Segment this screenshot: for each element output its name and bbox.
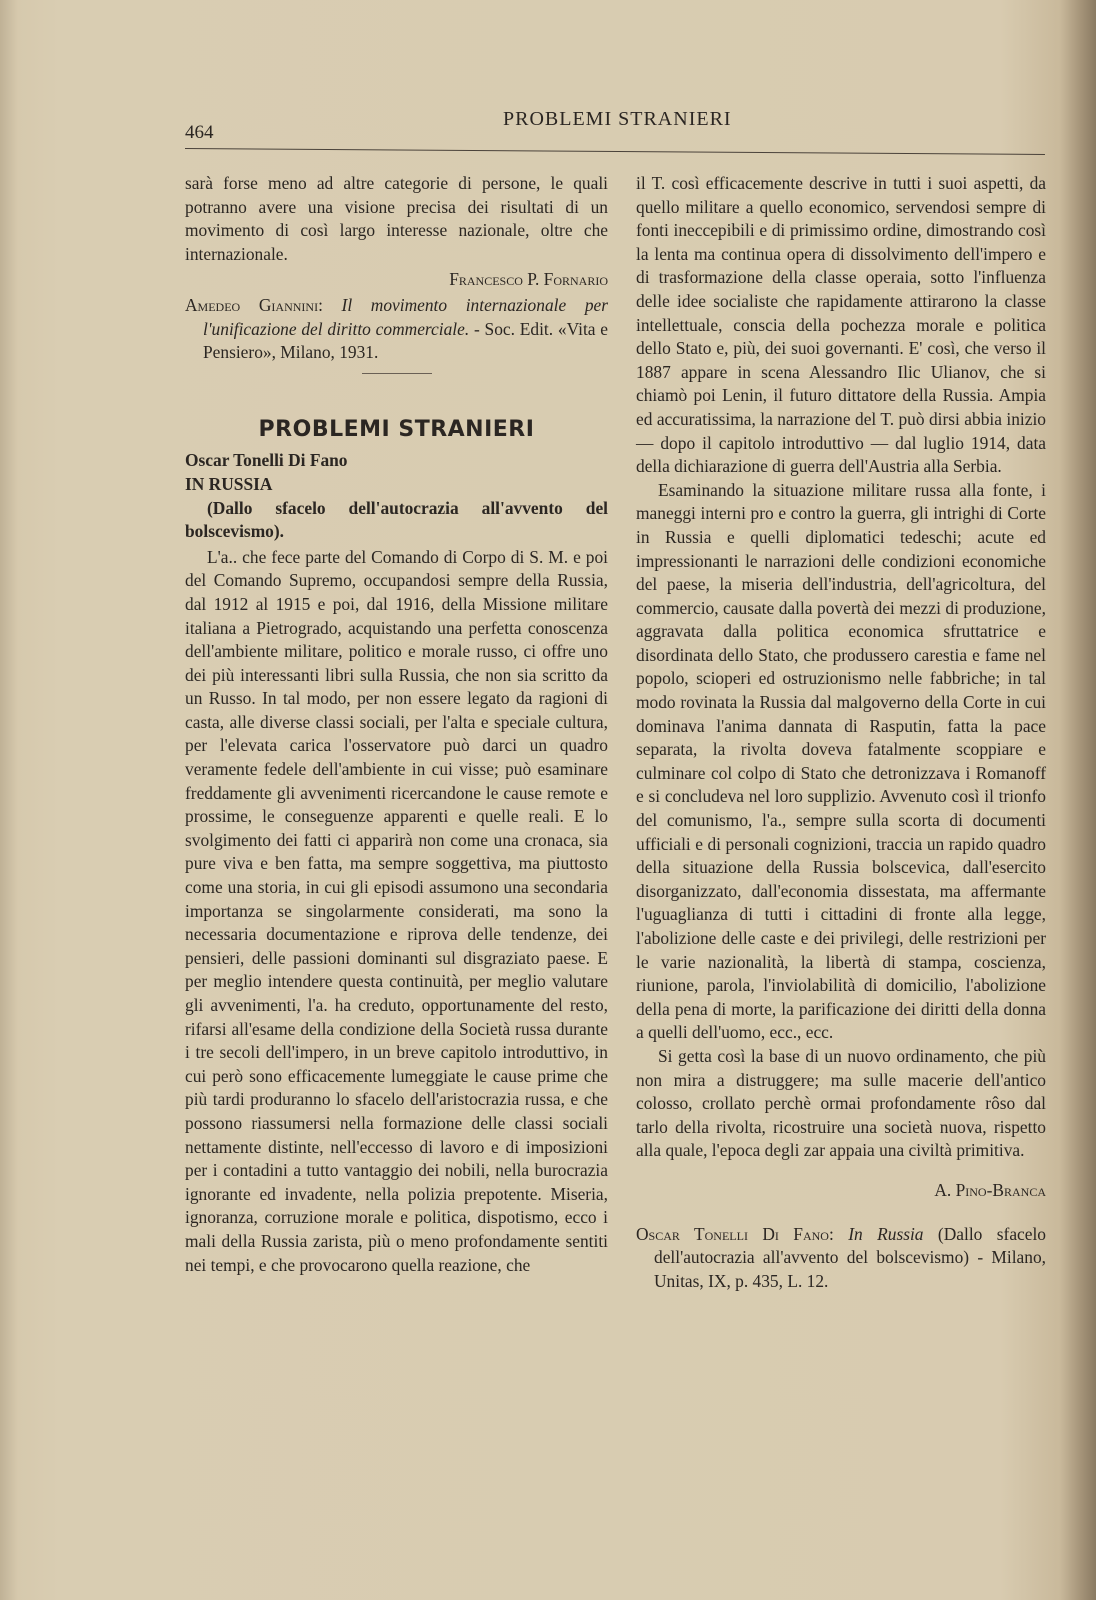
review-signature: A. Pino-Branca [934, 1179, 1046, 1200]
biblio-title: In Russia [848, 1223, 924, 1244]
biblio-title: Il movimento internazionale per l'unificazione del diritto commerciale. [203, 294, 608, 339]
review-book-author: Oscar Tonelli Di Fano [185, 450, 348, 471]
biblio-author: Oscar Tonelli Di Fano [636, 1223, 829, 1244]
review-paragraph: Esaminando la situazione militare russa alla fonte, i maneggi interni pro e contro la guerra, gli intrighi di Corte in Russia e quelli diplomatici tedeschi; acute ed impressionanti le narrazioni delle condizioni economiche del paese, la miseria dell'industria, dell'agricoltura, del commercio, causate dalla povertà dei mezzi di produzione, aggravata dalla politica economica sfruttatrice e disordinata dello Stato, che produssero carestia e fame nel popolo, scioperi ed ostruzionismo nelle fabbriche; in tal modo rovinata la Russia dal malgoverno della Corte in cui dominava l'anima dannata di Rasputin, fatta la pace separata, la rivolta doveva fatalmente scoppiare e culminare col colpo di Stato che detronizzava i Romanoff e si concludeva nel loro supplizio. Avvenuto così il trionfo del comunismo, l'a., sempre sulla scorta di documenti ufficiali e di personali cognizioni, traccia un rapido quadro della situazione della Russia bolscevica, dall'esercito disorganizzato, dall'economia dissestata, ma affermante l'uguaglianza di tutti i cittadini di fronte alla legge, l'abolizione delle caste e dei privilegi, delle restrizioni per le varie nazionalità, la libertà di stampa, coscienza, riunione, parola, l'inviolabilità di domicilio, l'abolizione della pena di morte, la parificazione dei diritti della donna a quelli dell'uomo, ecc., ecc. [636, 479, 1046, 1043]
biblio-details: - Soc. Edit. «Vita e Pensiero», Milano, 1931. [203, 318, 608, 363]
page-number: 464 [185, 122, 214, 143]
left-column [185, 172, 608, 1277]
section-divider [362, 373, 432, 374]
bibliography-entry: Amedeo Giannini: Il movimento internazionale per l'unificazione del diritto commerciale. - Soc. Edit. «Vita e Pensiero», Milano, 1931. [185, 294, 608, 363]
section-title: PROBLEMI STRANIERI [258, 416, 535, 442]
right-column [636, 172, 1046, 1293]
bibliography-entry: Oscar Tonelli Di Fano: In Russia (Dallo sfacelo dell'autocrazia all'avvento del bolscevismo) - Milano, Unitas, IX, p. 435, L. 12. [636, 1223, 1046, 1291]
intro-paragraph: sarà forse meno ad altre categorie di persone, le quali potranno avere una visione precisa dei risultati di un movimento di così largo interesse nazionale, oltre che internazionale. [185, 173, 608, 264]
review-paragraph: L'a.. che fece parte del Comando di Corpo di S. M. e poi del Comando Supremo, occupandosi sempre della Russia, dal 1912 al 1915 e poi, dal 1916, della Missione militare italiana a Pietrogrado, acquistando una perfetta conoscenza dell'ambiente militare, politico e morale russo, ci offre uno dei più interessanti libri sulla Russia, che non sia scritto da un Russo. In tal modo, per non essere legato da ragioni di casta, alle diverse classi sociali, per l'alta e speciale cultura, per l'elevata carica l'osservatore può darci un quadro veramente fedele dell'ambiente in cui visse; può esaminare freddamente gli avvenimenti ricercandone le cause remote e prossime, le conseguenze apparenti e quelle reali. E lo svolgimento dei fatti ci apparirà non come una cronaca, sia pure viva e ben fatta, ma sempre soggettiva, ma piuttosto come una storia, in cui gli episodi assumono una secondaria importanza se singolarmente considerati, ma sono la necessaria documentazione e riprova delle tendenze, dei pensieri, delle passioni dominanti sul disgraziato paese. E per meglio intendere questa continuità, per meglio valutare gli avvenimenti, l'a. ha creduto, opportunamente del resto, rifarsi all'esame della condizione della Società russa durante i tre secoli dell'impero, in un breve capitolo introduttivo, in cui però sono efficacemente lumeggiate le cause prime che più tardi produranno lo sfacelo dell'aristocrazia russa, e che possono riassumersi nella formazione delle classi sociali nettamente distinte, nell'eccesso di lavoro e di imposizioni per i contadini a tutto vantaggio dei nobili, nella burocrazia ignorante ed invadente, nella polizia prepotente. Miseria, ignoranza, corruzione morale e politica, dispotismo, ecco i mali della Russia zarista, più o meno profondamente sentiti nei tempi, e che provocarono quella reazione, che [185, 546, 608, 1275]
biblio-details: (Dallo sfacelo dell'autocrazia all'avvento del bolscevismo) - Milano, Unitas, IX, p. 435, L. 12. [654, 1223, 1046, 1291]
review-book-title: IN RUSSIA [185, 473, 273, 494]
review-book-subtitle: (Dallo sfacelo dell'autocrazia all'avvento del bolscevismo). [185, 497, 608, 542]
running-title: PROBLEMI STRANIERI [503, 108, 732, 130]
review-paragraph-continued: il T. così efficacemente descrive in tutti i suoi aspetti, da quello militare a quello economico, servendosi sempre di fonti ineccepibili e di primissimo ordine, dimostrando così la lenta ma continua opera di dissolvimento dell'impero e di trasformazione della classe operaia, sotto l'influenza delle idee socialiste che rapidamente attirarono la classe intellettuale, conscia della pochezza morale e politica dello Stato e, più, dei suoi governanti. E' così, che verso il 1887 appare in scena Alessandro Ilic Ulianov, che si chiamò poi Lenin, il futuro dittatore della Russia. Ampia ed accuratissima, la narrazione del T. può dirsi abbia inizio — dopo il capitolo introduttivo — dal luglio 1914, data della dichiarazione di guerra dell'Austria alla Serbia. [636, 173, 1046, 477]
intro-signature: Francesco P. Fornario [449, 269, 608, 290]
biblio-author: Amedeo Giannini [185, 294, 319, 315]
header-rule [185, 148, 1045, 155]
review-paragraph: Si getta così la base di un nuovo ordinamento, che più non mira a distruggere; ma sulle macerie dell'antico colosso, crollato perchè ormai profondamente rôso dal tarlo della rivolta, ricostruire una società nuova, rispetto alla quale, l'epoca degli zar appaia una civiltà primitiva. [636, 1045, 1046, 1161]
page-header [185, 104, 1045, 144]
